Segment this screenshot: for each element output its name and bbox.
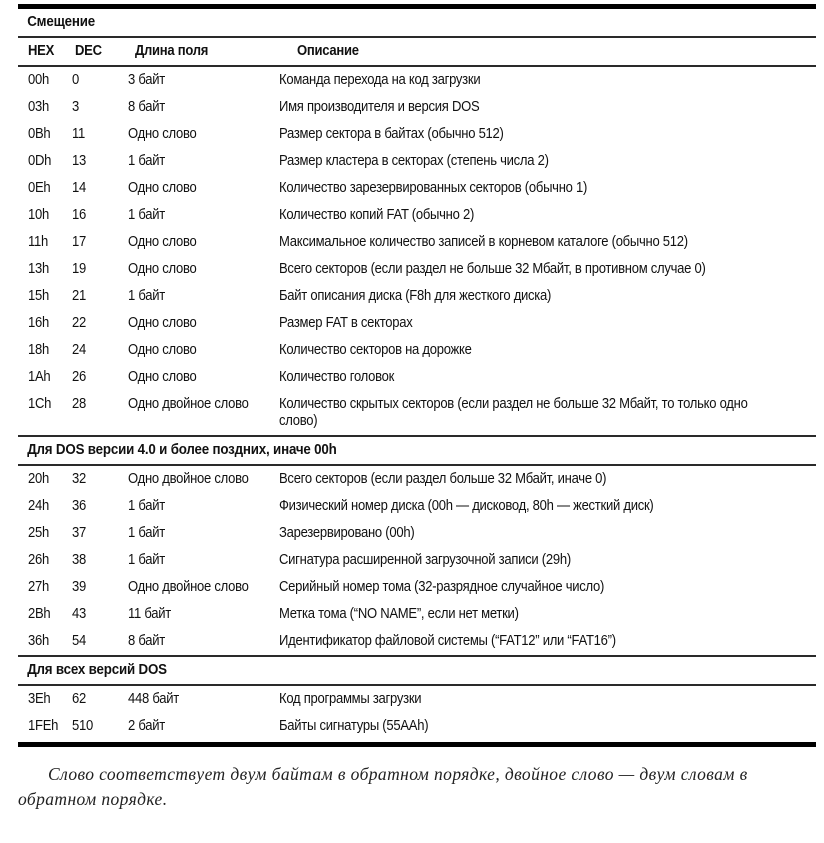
description-cell: Всего секторов (если раздел не больше 32 Мбайт, в противном случае 0) [278, 261, 706, 277]
dec-cell: 26 [71, 369, 86, 385]
length-cell: 8 байт [127, 99, 165, 115]
table-row [18, 713, 816, 740]
description-cell: Команда перехода на код загрузки [278, 72, 480, 88]
hex-cell: 0Dh [28, 153, 52, 169]
dec-cell: 13 [71, 153, 86, 169]
dec-cell: 39 [71, 579, 86, 595]
table-row [18, 574, 816, 601]
description-cell: Зарезервировано (00h) [278, 525, 414, 541]
dec-cell: 17 [71, 234, 86, 250]
table-row [18, 337, 816, 364]
description-cell: Байт описания диска (F8h для жесткого диска) [278, 288, 551, 304]
description-cell: Всего секторов (если раздел больше 32 Мбайт, иначе 0) [278, 471, 606, 487]
hex-cell: 0Bh [28, 126, 51, 142]
hex-cell: 3Eh [28, 691, 51, 707]
hex-cell: 26h [28, 552, 49, 568]
description-cell: Идентификатор файловой системы (“FAT12” или “FAT16”) [278, 633, 616, 649]
description-cell: Количество скрытых секторов (если раздел не больше 32 Мбайт, то только одно слово) [278, 396, 748, 429]
table-row [18, 202, 816, 229]
hex-cell: 11h [28, 234, 48, 250]
hex-cell: 1Ah [28, 369, 51, 385]
length-cell: Одно слово [127, 342, 197, 358]
table-row [18, 466, 816, 493]
length-cell: Одно слово [127, 126, 197, 142]
description-cell: Количество секторов на дорожке [278, 342, 472, 358]
dec-cell: 24 [71, 342, 86, 358]
description-cell: Количество зарезервированных секторов (обычно 1) [278, 180, 587, 196]
length-cell: 1 байт [127, 498, 165, 514]
length-cell: Одно двойное слово [127, 471, 249, 487]
table-row [18, 94, 816, 121]
dec-cell: 0 [71, 72, 79, 88]
offset-group-header [18, 9, 752, 36]
length-cell: Одно слово [127, 369, 197, 385]
length-cell: 1 байт [127, 153, 165, 169]
description-cell: Байты сигнатуры (55AAh) [278, 718, 428, 734]
dec-cell: 32 [71, 471, 86, 487]
hex-cell: 36h [28, 633, 49, 649]
length-cell: 3 байт [127, 72, 165, 88]
table-row [18, 391, 816, 435]
table-bottom-rule [18, 742, 816, 747]
hex-cell: 18h [28, 342, 49, 358]
dec-cell: 43 [71, 606, 86, 622]
offset-group-label: Смещение [27, 14, 96, 30]
boot-sector-table [18, 0, 816, 747]
hex-cell: 2Bh [28, 606, 51, 622]
column-header-hex: HEX [28, 43, 55, 59]
description-cell: Размер кластера в секторах (степень числа 2) [278, 153, 549, 169]
dec-cell: 36 [71, 498, 86, 514]
description-cell: Количество головок [278, 369, 394, 385]
length-cell: 1 байт [127, 207, 165, 223]
description-cell: Код программы загрузки [278, 691, 421, 707]
section-title: Для DOS версии 4.0 и более поздних, иначе 00h [27, 442, 337, 458]
dec-cell: 54 [71, 633, 86, 649]
hex-cell: 25h [28, 525, 49, 541]
column-header-dec: DEC [75, 43, 102, 59]
hex-cell: 03h [28, 99, 49, 115]
dec-cell: 3 [71, 99, 79, 115]
table-body [18, 67, 816, 742]
description-cell: Размер сектора в байтах (обычно 512) [278, 126, 504, 142]
length-cell: Одно слово [127, 315, 197, 331]
table-row [18, 628, 816, 655]
description-cell: Серийный номер тома (32-разрядное случайное число) [278, 579, 604, 595]
hex-cell: 16h [28, 315, 49, 331]
length-cell: 11 байт [127, 606, 171, 622]
table-row [18, 121, 816, 148]
table-row [18, 493, 816, 520]
description-cell: Размер FAT в секторах [278, 315, 413, 331]
description-cell: Физический номер диска (00h — дисковод, 80h — жесткий диск) [278, 498, 654, 514]
dec-cell: 19 [71, 261, 86, 277]
length-cell: 8 байт [127, 633, 165, 649]
description-cell: Максимальное количество записей в корневом каталоге (обычно 512) [278, 234, 688, 250]
length-cell: 1 байт [127, 288, 165, 304]
hex-cell: 20h [28, 471, 49, 487]
dec-cell: 510 [71, 718, 93, 734]
table-row [18, 283, 816, 310]
table-row [18, 310, 816, 337]
dec-cell: 11 [71, 126, 85, 142]
table-row [18, 67, 816, 94]
hex-cell: 0Eh [28, 180, 51, 196]
length-cell: Одно двойное слово [127, 396, 249, 412]
length-cell: 1 байт [127, 552, 165, 568]
length-cell: 2 байт [127, 718, 165, 734]
hex-cell: 00h [28, 72, 49, 88]
description-cell: Количество копий FAT (обычно 2) [278, 207, 474, 223]
dec-cell: 62 [71, 691, 86, 707]
table-row [18, 601, 816, 628]
length-cell: 1 байт [127, 525, 165, 541]
description-cell: Метка тома (“NO NAME”, если нет метки) [278, 606, 519, 622]
description-cell: Сигнатура расширенной загрузочной записи (29h) [278, 552, 571, 568]
dec-cell: 28 [71, 396, 86, 412]
hex-cell: 24h [28, 498, 49, 514]
hex-cell: 10h [28, 207, 49, 223]
dec-cell: 16 [71, 207, 86, 223]
hex-cell: 15h [28, 288, 49, 304]
dec-cell: 37 [71, 525, 86, 541]
length-cell: Одно двойное слово [127, 579, 249, 595]
length-cell: Одно слово [127, 261, 197, 277]
table-row [18, 547, 816, 574]
column-header-description: Описание [297, 43, 359, 59]
table-row [18, 229, 816, 256]
hex-cell: 1FEh [28, 718, 59, 734]
table-row [18, 686, 816, 713]
dec-cell: 14 [71, 180, 86, 196]
dec-cell: 21 [71, 288, 86, 304]
length-cell: Одно слово [127, 234, 197, 250]
hex-cell: 13h [28, 261, 49, 277]
description-cell: Имя производителя и версия DOS [278, 99, 479, 115]
column-header-length: Длина поля [135, 43, 209, 59]
hex-cell: 1Ch [28, 396, 52, 412]
table-row [18, 148, 816, 175]
dec-cell: 38 [71, 552, 86, 568]
table-row [18, 256, 816, 283]
table-row [18, 520, 816, 547]
length-cell: 448 байт [127, 691, 179, 707]
table-row [18, 364, 816, 391]
table-footnote: Слово соответствует двум байтам в обратном порядке, двойное слово — двум словам в обратном порядке. [18, 764, 748, 809]
length-cell: Одно слово [127, 180, 197, 196]
section-title: Для всех версий DOS [27, 662, 167, 678]
column-header-row [18, 38, 816, 65]
dec-cell: 22 [71, 315, 86, 331]
hex-cell: 27h [28, 579, 49, 595]
table-row [18, 175, 816, 202]
